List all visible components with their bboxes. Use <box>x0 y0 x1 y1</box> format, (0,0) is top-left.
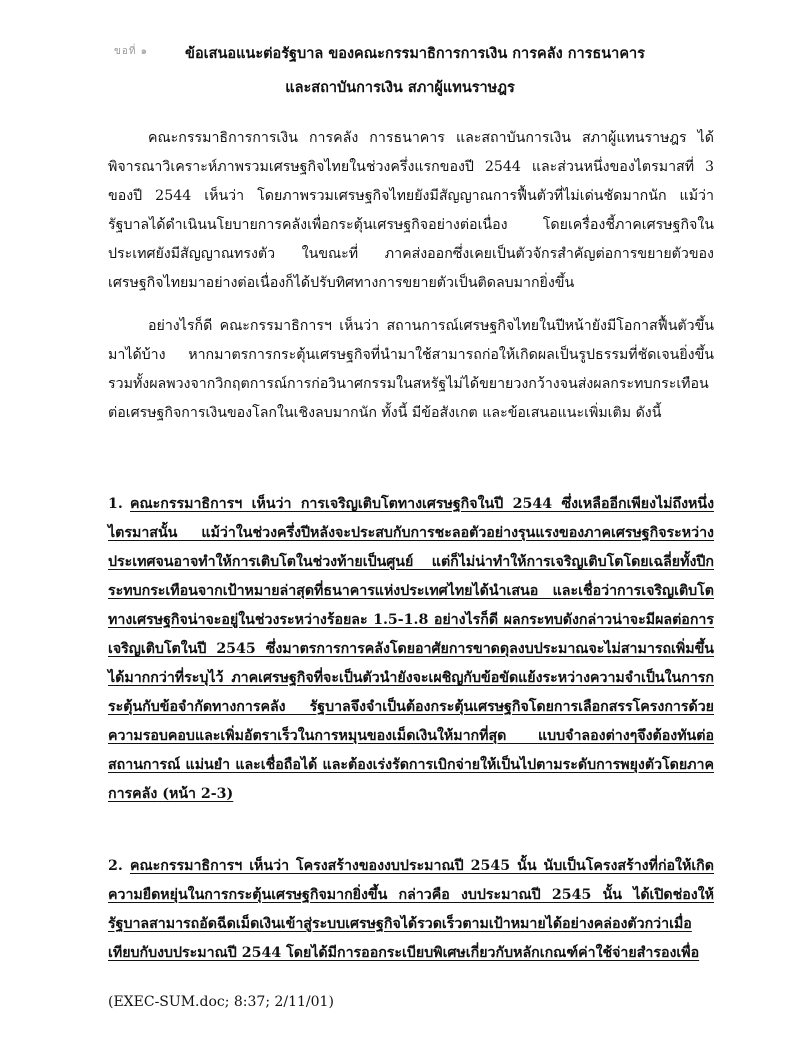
item-number: 2. <box>108 858 123 874</box>
recommendation-item-1 <box>108 490 714 809</box>
item-text: คณะกรรมาธิการฯ เห็นว่า โครงสร้างของงบประมาณปี 2545 นั้น นับเป็นโครงสร้างที่ก่อให้เกิดความยืดหยุ่นในการกระตุ้นเศรษฐกิจมากยิ่งขึ้น กล่าวคือ งบประมาณปี 2545 นั้น ได้เปิดช่องให้รัฐบาลสามารถอัดฉีดเม็ดเงินเข้าสู่ระบบเศรษฐกิจได้รวดเร็วตามเป้าหมายได้อย่างคล่องตัวกว่าเมื่อเทียบกับงบประมาณปี 2544 โดยได้มีการออกระเบียบพิเศษเกี่ยวกับหลักเกณฑ์ค่าใช้จ่ายสำรองเพื่อ <box>108 858 714 961</box>
file-stamp: (EXEC-SUM.doc; 8:37; 2/11/01) <box>108 994 334 1010</box>
document-title-line1: ข้อเสนอแนะต่อรัฐบาล ของคณะกรรมาธิการการเงิน การคลัง การธนาคาร <box>185 45 645 62</box>
intro-paragraph-1: คณะกรรมาธิการการเงิน การคลัง การธนาคาร และสถาบันการเงิน สภาผู้แทนราษฎร ได้พิจารณาวิเคราะห์ภาพรวมเศรษฐกิจไทยในช่วงครึ่งแรกของปี 2544 และส่วนหนึ่งของไตรมาสที่ 3 ของปี 2544 เห็นว่า โดยภาพรวมเศรษฐกิจไทยยังมีสัญญาณการฟื้นตัวที่ไม่เด่นชัดมากนัก แม้ว่ารัฐบาลได้ดำเนินนโยบายการคลังเพื่อกระตุ้นเศรษฐกิจอย่างต่อเนื่อง โดยเครื่องชี้ภาคเศรษฐกิจในประเทศยังมีสัญญาณทรงตัว ในขณะที่ ภาคส่งออกซึ่งเคยเป็นตัวจักรสำคัญต่อการขยายตัวของเศรษฐกิจไทยมาอย่างต่อเนื่องก็ได้ปรับทิศทางการขยายตัวเป็นติดลบมากยิ่งขึ้น <box>108 130 714 291</box>
margin-mark: ขอที่ ๑ <box>114 46 148 57</box>
recommendation-item-2 <box>108 852 714 968</box>
page-reference: (หน้า 2-3) <box>162 786 234 802</box>
item-text: คณะกรรมาธิการฯ เห็นว่า การเจริญเติบโตทางเศรษฐกิจในปี 2544 ซึ่งเหลืออีกเพียงไม่ถึงหนึ่งไตรมาสนั้น แม้ว่าในช่วงครึ่งปีหลังจะประสบกับการชะลอตัวอย่างรุนแรงของภาคเศรษฐกิจระหว่างประเทศจนอาจทำให้การเติบโตในช่วงท้ายเป็นศูนย์ แต่ก็ไม่น่าทำให้การเจริญเติบโตโดยเฉลี่ยทั้งปีกระทบกระเทือนจากเป้าหมายล่าสุดที่ธนาคารแห่งประเทศไทยได้นำเสนอ และเชื่อว่าการเจริญเติบโตทางเศรษฐกิจน่าจะอยู่ในช่วงระหว่างร้อยละ 1.5-1.8 อย่างไรก็ดี ผลกระทบดังกล่าวน่าจะมีผลต่อการเจริญเติบโตในปี 2545 ซึ่งมาตรการการคลังโดยอาศัยการขาดดุลงบประมาณจะไม่สามารถเพิ่มขึ้นได้มากกว่าที่ระบุไว้ ภาคเศรษฐกิจที่จะเป็นตัวนำยังจะเผชิญกับข้อขัดแย้งระหว่างความจำเป็นในการกระตุ้นกับข้อจำกัดทางการคลัง รัฐบาลจึงจำเป็นต้องกระตุ้นเศรษฐกิจโดยการเลือกสรรโครงการด้วยความรอบคอบและเพิ่มอัตราเร็วในการหมุนของเม็ดเงินให้มากที่สุด แบบจำลองต่างๆจึงต้องทันต่อสถานการณ์ แม่นยำ และเชื่อถือได้ และต้องเร่งรัดการเบิกจ่ายให้เป็นไปตามระดับการพยุงตัวโดยภาคการคลัง <box>108 496 714 802</box>
intro-paragraph-2: อย่างไรก็ดี คณะกรรมาธิการฯ เห็นว่า สถานการณ์เศรษฐกิจไทยในปีหน้ายังมีโอกาสฟื้นตัวขึ้นมาได้บ้าง หากมาตรการกระตุ้นเศรษฐกิจที่นำมาใช้สามารถก่อให้เกิดผลเป็นรูปธรรมที่ชัดเจนยิ่งขึ้น รวมทั้งผลพวงจากวิกฤตการณ์การก่อวินาศกรรมในสหรัฐไม่ได้ขยายวงกว้างจนส่งผลกระทบกระเทือนต่อเศรษฐกิจการเงินของโลกในเชิงลบมากนัก ทั้งนี้ มีข้อสังเกต และข้อเสนอแนะเพิ่มเติม ดังนี้ <box>108 318 714 421</box>
document-title-line2: และสถาบันการเงิน สภาผู้แทนราษฎร <box>285 79 515 96</box>
item-number: 1. <box>108 496 123 512</box>
